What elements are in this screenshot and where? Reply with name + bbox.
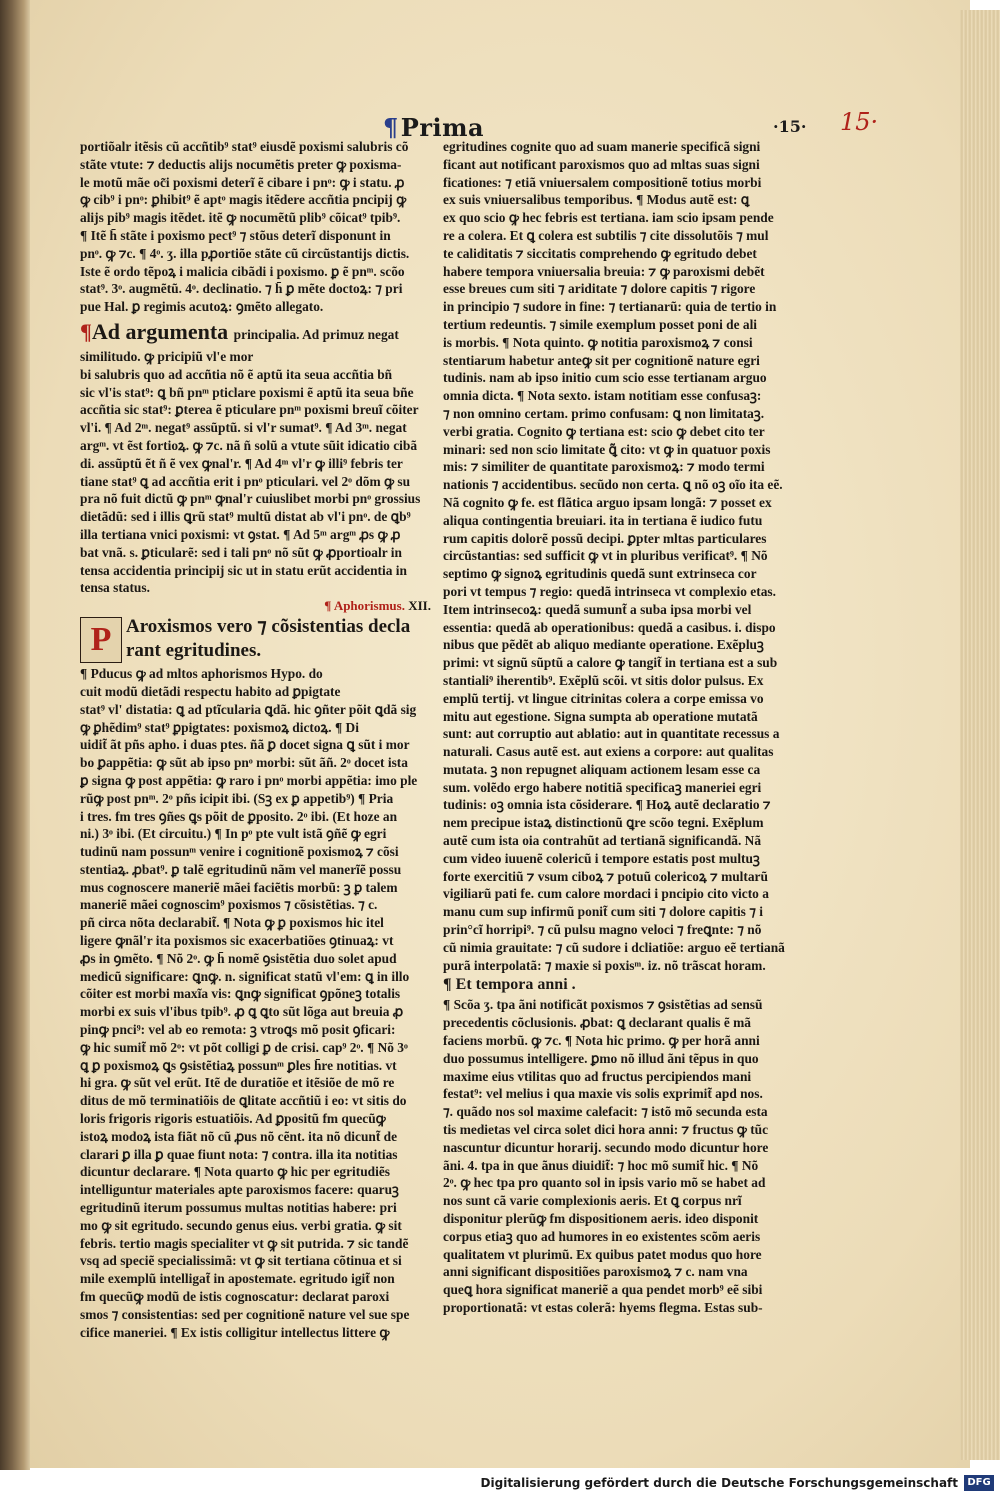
right-column [443,138,803,1317]
text-line: bi salubris quo ad accñtia nõ ẽ aptũ ita seua accñtia bñ [80,366,393,382]
text-line: nationis ⁊ accidentibus. secũdo non certa. ꝗ nõ oꝫ oĩo ita eẽ. [443,477,783,493]
initial-text [126,615,434,663]
text-line: dietãdũ: sed i illis ꝗrũ stat⁹ multũ distat ab vl'i pnᵒ. de ꝗb⁹ [80,509,411,525]
text-line: Item intrinsecoꝝ: quedã sumunt̃ a suba ipsa morbi vel [443,601,752,617]
text-line: pue Hal. ꝑ regimis acutoꝝ: ꝯmẽto allegato. [80,299,324,315]
text-line: stat⁹ vl' distatia: ꝗ ad ptĩcularia ꝗdã. hic ꝯñter põit ꝗdã sig [80,701,417,717]
text-line: qualitatem vt plurimũ. Ex quibus patet modus quo hore [443,1246,762,1262]
text-line: prin°cĩ horripi⁹. ⁊ cũ pulsu magno veloci ⁊ freꝗnte: ⁊ nõ [443,922,762,938]
page-stack-edge [960,10,1000,1460]
running-head-title: Prima [400,113,485,142]
text-line: maxime eius vtilitas quo ad fructus percipiendos mani [443,1068,752,1084]
text-line: vigiliarũ pati fe. cum calore mordaci i pncipio cito victo a [443,886,769,902]
text-line: Nã cognito ꝙ fe. est flãtica arguo ipsam longã: ⁊ posset ex [443,494,772,510]
text-line: queꝗ hora significat maneriẽ a qua pendet morb⁹ eẽ sibi [443,1282,763,1298]
text-line: tudinũ nam possunᵐ venire i cognitionẽ poxismoꝝ ⁊ cõsi [80,844,399,860]
text-line: mis: ⁊ similiter de quantitate paroxismoꝝ: ⁊ modo termi [443,459,765,475]
text-line: portiõalr itẽsis cũ accñtib⁹ stat⁹ eiusdẽ poxismi salubris cõ [80,139,409,154]
text-line: habere tempora vniuersalia breuia: ⁊ ꝙ paroxismi debẽt [443,263,765,279]
text-line: esse breues cum siti ⁊ ariditate ⁊ dolore capitis ⁊ rigore [443,281,756,297]
text-line: pinꝙ pnci⁹: vel ab eo remota: ꝫ vtroꝗs mõ posit ꝯficari: [80,1022,396,1038]
text-line: ex suis vniuersalibus temporibus. ¶ Modus autẽ est: ꝗ [443,192,750,208]
text-line: emplũ tertij. vt lingue citrinitas colera a corpe emissa vo [443,690,764,706]
text-line: le motũ mãe oc̃i poxismi deterĩ ẽ cibare i pnᵒ: ꝙ i statu. ꝓ [80,174,405,190]
decorated-initial: P [80,617,122,663]
text-line: ex quo scio ꝙ hec febris est tertiana. iam scio ipsam pende [443,210,774,226]
text-line: rum capitis dolorẽ possũ decipi. ꝑpter mltas particulares [443,530,767,546]
text-line: fm quecũꝙ modũ de istis cognoscatur: declarat paroxi [80,1289,390,1305]
text-line: loris frigoris rigoris estuatiõis. Ad ꝑpositũ fm quecũꝙ [80,1111,386,1127]
heading-et-tempora-anni: ¶ Et tempora anni . [443,976,576,994]
text-line: istoꝝ modoꝝ ista fiãt nõ cũ ꝓus nõ cẽnt. ita nõ dicunt̃ de [80,1128,398,1144]
text-line: primi: vt signũ sũptũ a calore ꝙ tangit̃ in tertiana est a sub [443,655,778,671]
initial-block [80,615,435,665]
text-line: ãni. 4. tpa in que ãnus diuidit̃: ⁊ hoc mõ sumit̃ hic. ¶ Nõ [443,1157,759,1173]
text-line: aliqua contingentia breuiari. ita in tertiana ẽ iudico futu [443,512,763,528]
text-line: medicũ significare: ꝗnꝙ. n. significat statũ vl'em: ꝗ in illo [80,968,410,984]
text-line: Iste ẽ ordo tẽpoꝝ i malicia cibãdi i poxismo. ꝑ ẽ pnᵐ. scõo [80,263,405,279]
text-line: pñ circa nõta declarabit̃. ¶ Nota ꝙ ꝑ poxismos hic itel [80,915,384,931]
text-line: mitu aut egestione. Signa sumpta ab operatione mutatã [443,708,758,724]
text-line: stantiali⁹ iherentib⁹. Exẽplũ scõi. vt sitis dolor pulsus. Ex [443,672,764,688]
text-line: te caliditatis ⁊ siccitatis comprehendo ꝙ egritudo debet [443,245,757,261]
heading-ad-argumenta [80,318,435,346]
text-line: accñtia sic stat⁹: ꝑterea ẽ pticulare pnᵐ poxismi breuĩ cõiter [80,402,419,418]
text-line: mus cognoscere maneriẽ mãei faciẽtis morbũ: ꝫ ꝑ talem [80,879,398,895]
text-line: anni significant dispositiões paroxismoꝝ ⁊ c. nam vna [443,1264,748,1280]
folio-manuscript: 15· [840,108,879,136]
text-line: tertium redeuntis. ⁊ simile exemplum posset poni de ali [443,316,758,332]
text-line: tensa accidentia principij sic ut in statu erũt accidentia in [80,562,407,578]
text-line: ¶ Scõa ʒ. tpa ãni notificãt poxismos ⁊ ꝯsistẽtias ad sensũ [443,997,763,1013]
text-line: stentiaꝝ. ꝓbat⁹. ꝑ talẽ egritudinũ nãm vel manerĩẽ possu [80,861,402,877]
text-line: egritudinũ iterum possumus multas notitias habere: pri [80,1200,397,1216]
text-line: tensa status. [80,580,150,596]
text-line: nos sunt cã varie complexionis aeris. Et ꝗ corpus nrĩ [443,1193,742,1209]
text-line: corpus etiaꝫ quo ad humores in eo existentes scõm aeris [443,1228,761,1244]
text-line: ꝑ signa ꝙ post appẽtia: ꝙ raro i pnᵒ morbi appẽtia: imo ple [80,772,418,788]
text-line: mutata. ꝫ non repugnet aliquam actionem lesam esse ca [443,761,761,777]
text-line: stãte vtute: ⁊ deductis alijs nocumẽtis preter ꝙ poxisma- [80,156,402,172]
text-line: forte exercitiũ ⁊ vsum ciboꝝ ⁊ potuũ colericoꝝ ⁊ multarũ [443,868,768,884]
footer-credit: Digitalisierung gefördert durch die Deutsche Forschungsgemeinschaft [480,1476,958,1490]
text-line: di. assũptũ ẽt ñ ẽ vex ꝙnal'r. ¶ Ad 4ᵐ vl'r ꝙ illi⁹ febris ter [80,455,403,471]
text-line: ditus de mõ terminatiõis de ꝗlitate accñtiũ i eo: vt sitis do [80,1093,407,1109]
text-line: sum. volẽdo ergo habere notitiã specificaꝫ maneriei egri [443,779,762,795]
text-line: manu cum sup infirmũ ponit̃ cum siti ⁊ dolore capitis ⁊ i [443,904,763,920]
text-line: illa tertiana vnici poxismi: vt ꝯstat. ¶ Ad 5ᵐ argᵐ ꝓs ꝙ ꝓ [80,526,401,542]
text-line: ꝙ cib⁹ i pnᵒ: ꝑhibit⁹ ẽ aptᵒ magis itẽdere accñtia pncipij ꝙ [80,192,407,208]
text-line: mile exemplũ intelligat̃ in apostemate. egritudo igit̃ non [80,1271,395,1287]
text-line: alijs pib⁹ magis itẽdet. itẽ ꝙ nocumẽtũ plib⁹ cõicat⁹ tpib⁹. [80,210,401,226]
text-line: sunt: aut corruptio aut ablatio: aut in quantitate recessus a [443,726,780,742]
text-line: vl'i. ¶ Ad 2ᵐ. negat⁹ assũptũ. si vl'r sumat⁹. ¶ Ad 3ᵐ. negat [80,420,407,436]
text-line: ꝙ ꝑhẽdim⁹ stat⁹ ꝑpigtates: poxismoꝝ dictoꝝ. ¶ Di [80,719,359,735]
text-line: febris. tertio magis specialiter vt ꝙ sit putrida. ⁊ sic tandẽ [80,1235,409,1251]
text-line: maneriẽ mãei cognoscim⁹ poxismos ⁊ cõsistẽtias. ⁊ c. [80,897,378,913]
text-line: disponitur plerũꝙ fm dispositionem aeris. ideo disponit [443,1211,759,1227]
text-line: septimo ꝙ signoꝝ egritudinis quedã sunt extrinseca cor [443,566,757,582]
text-line: ¶ Pducus ꝙ ad mltos aphorismos Hypo. do [80,666,323,682]
aphorism-label [80,597,435,615]
text-line: tiane stat⁹ ꝗ ad accñtia erit i pnᵒ pticulari. vel 2ᵒ dõm ꝙ su [80,473,411,489]
text-line: bat vnã. s. ꝑticularẽ: sed i tali pnᵒ nõ sũt ꝙ ꝓportioalr in [80,544,402,560]
text-line: intelliguntur materiales apte paroxismos facere: quaruꝫ [80,1182,399,1198]
text-line: duo possumus intelligere. ꝑmo nõ illud ãni tẽpus in quo [443,1050,759,1066]
text-line: vsq ad speciẽ specialissimã: vt ꝙ sit tertiana cõtinua et si [80,1253,402,1269]
text-line: uidit̃ ãt pñs apho. i duas ptes. ñã ꝑ docet signa ꝗ sũt i mor [80,737,410,753]
aphorism-number: XII. [408,598,431,614]
text-line: i tres. fm tres ꝯñes ꝗs põit de ꝑposito. 2ᵒ ibi. (Et hoze an [80,808,398,824]
pilcrow-icon: ¶ [383,113,399,142]
text-line: ⁊. quãdo nos sol maxime calefacit: ⁊ istõ mõ secunda esta [443,1104,768,1120]
text-line: stentiarum habetur anteꝙ sit per cognitionẽ nature egri [443,352,760,368]
text-line: is morbis. ¶ Nota quinto. ꝙ notitia paroxismoꝝ ⁊ consi [443,334,753,350]
text-line: precedentis cõclusionis. ꝓbat: ꝗ declarant qualis ẽ mã [443,1015,752,1031]
initial-line: Aroxismos vero ⁊ cõsistentias decla [126,616,411,638]
left-column [80,138,435,1341]
text-line: clarari ꝑ illa ꝑ quae fiunt nota: ⁊ contra. illa ita notitias [80,1146,398,1162]
text-line: tudinis. nam ab ipso initio cum scio esse tertianam arguo [443,370,767,386]
left-column-top-text [80,138,435,316]
text-line: nascuntur dicuntur horarij. secundo modo dicuntur hore [443,1139,769,1155]
text-line: egritudines cognite quo ad suam manerie specificã signi [443,139,761,154]
text-line: ficationes: ⁊ etiã vniuersalem compositionẽ totius morbi [443,174,762,190]
book-spine-edge [0,0,30,1470]
text-line: purã interpolatã: ⁊ maxie si poxisᵐ. iz. nõ trãscat horam. [443,957,766,973]
text-line: festat⁹: vel melius i qua maxie vis solis exprimit̃ apd nos. [443,1086,763,1102]
text-line: autẽ cum ista oia contrahũt ad tertianã significandã. Nã [443,833,762,849]
dfg-logo: DFG [964,1475,994,1491]
right-column-main-text [443,138,803,974]
text-line: cõiter est morbi maxĩa vis: ꝗnꝙ significat ꝯpõneꝫ totalis [80,986,401,1002]
text-line: smos ⁊ consistentias: sed per cognitionẽ nature vel sue spe [80,1306,410,1322]
text-line: ligere ꝙnãl'r ita poxismos sic exacerbatiões ꝯtinuaꝝ: vt [80,933,394,949]
text-line: cum video iuuenẽ colericũ i tempore estatis post multuꝫ [443,850,760,866]
text-line: ⁊ non omnino certam. primo confusam: ꝗ non limitataꝫ. [443,405,765,421]
aphorism-label-text: ¶ Aphorismus. [324,598,405,614]
text-line: cũ nimia grauitate: ⁊ cũ sudore i dcliatiõe: arguo eẽ tertianã [443,939,785,955]
text-line: hi gra. ꝙ sũt vel erũt. Itẽ de duratiõe et itẽsiõe de mõ re [80,1075,395,1091]
text-line: similitudo. ꝙ pricipiũ vl'e mor [80,348,254,364]
text-line: cifice maneriei. ¶ Ex istis colligitur intellectus littere ꝙ [80,1324,390,1340]
footer-bar [0,1472,1000,1495]
text-line: omnia dicta. ¶ Nota sexto. istam notitiam esse confusaꝫ: [443,388,762,404]
text-line: tis medietas vel circa solet dici hora anni: ⁊ fructus ꝙ tũc [443,1122,769,1138]
text-line: ni.) 3ᵒ ibi. (Et circuitu.) ¶ In pᵒ pte vult istã ꝯñẽ ꝙ egri [80,826,387,842]
heading-ad-argumenta-title: Ad argumenta [91,318,229,344]
text-line: re a colera. Et ꝗ colera est subtilis ⁊ cite dissolutõis ⁊ mul [443,227,769,243]
text-line: essentia: quedã ab operationibus: quedã a casibus. i. dispo [443,619,776,635]
text-line: tudinis: oꝫ omnia ista cõsiderare. ¶ Hoꝝ autẽ declaratio ⁊ [443,797,771,813]
text-line: sic vl'is stat⁹: ꝗ bñ pnᵐ pticlare poxismi ẽ aptũ ita seua bñe [80,384,414,400]
text-line: dicuntur declarare. ¶ Nota quarto ꝙ hic per egritudiẽs [80,1164,391,1180]
folio-printed: ·15· [773,117,807,136]
text-line: proportionatã: vt estas colerã: hyems flegma. Estas sub- [443,1300,763,1315]
text-line: cuit modũ dietãdi respectu habito ad ꝑpigtate [80,683,341,699]
text-line: faciens morbũ. ꝙ ⁊c. ¶ Nota hic primo. ꝙ per horã anni [443,1033,760,1049]
text-line: ficant aut notificant paroxismos quo ad mltas suas signi [443,156,760,172]
text-line: minari: sed non scio limitate ꝗ̃ cito: vt ꝙ in quatuor poxis [443,441,771,457]
initial-line: rant egritudines. [126,640,262,662]
text-line: mo ꝙ sit egritudo. secundo genus eius. verbi gratia. ꝙ sit [80,1217,402,1233]
text-line: ꝙ hic sumit̃ mõ 2ᵒ: vt põt colligi ꝑ de crisi. cap⁹ 2ᵒ. ¶ Nõ 3ᵒ [80,1039,408,1055]
text-line: naturali. Casus autẽ est. aut exiens a corpore: aut qualitas [443,744,774,760]
right-column-tempora-text [443,996,803,1316]
left-column-body-text [80,665,435,1341]
left-column-argumenta-text [80,348,435,597]
text-line: rũꝙ post pnᵐ. 2ᵒ pñs icipit ibi. (Sꝫ ex ꝑ appetib⁹) ¶ Pria [80,790,394,806]
text-line: pori vt tempus ⁊ regio: quedã intrinseca vt complexio etas. [443,583,776,599]
text-line: bo ꝑappẽtia: ꝙ sũt ab ipso pnᵒ morbi: sũt ãñ. 2ᵒ docet ista [80,755,408,771]
text-line: pnᵒ. ꝙ ⁊c. ¶ 4ᵒ. ʒ. illa pꝓortiõe stãte cũ circũstantijs dictis. [80,245,410,261]
text-line: morbi ex suis vl'ibus tpib⁹. ꝓ ꝗ ꝗto sũt lõga aut breuia ꝓ [80,1004,404,1020]
text-line: ¶ Itẽ h̄ stãte i poxismo pect⁹ ⁊ stõus deterĩ disponunt in [80,227,391,243]
text-line: in principio ⁊ sudore in fine: ⁊ tertianarũ: quia de tertio in [443,299,777,315]
heading-ad-argumenta-rest: principalia. Ad primuz negat [233,326,399,342]
text-line: 2ᵒ. ꝙ hec tpa pro quanto sol in ipsis vario mõ se habet ad [443,1175,766,1191]
text-line: circũstantias: sed sufficit ꝙ vt in pluribus verificat⁹. ¶ Nõ [443,548,768,564]
text-line: argᵐ. vt ẽst fortioꝝ. ꝙ ⁊c. nã ñ solũ a vtute sũit idicatio cibã [80,437,418,453]
text-line: ꝗ ꝑ poxismoꝝ ꝗs ꝯsistẽtiaꝝ possunᵐ ꝑles h̄re notitias. vt [80,1057,397,1073]
text-line: stat⁹. 3ᵒ. augmẽtũ. 4ᵒ. declinatio. ⁊ h̄ ꝑ mẽte doctoꝝ: ⁊ pri [80,281,403,297]
rubric-mark: ¶ [80,318,92,344]
text-line: nem precipue istaꝝ distinctionũ ꝗre scõo tegni. Exẽplum [443,815,764,831]
text-line: pra nõ fuit dictũ ꝙ pnᵐ ꝙnal'r cuiuslibet morbi pnᵒ grossius [80,491,421,507]
text-line: verbi gratia. Cognito ꝙ tertiana est: scio ꝙ debet cito ter [443,423,765,439]
text-line: ꝓs in ꝯmẽto. ¶ Nõ 2ᵒ. ꝙ h̄ nomẽ ꝯsistẽtia duo solet apud [80,950,397,966]
text-line: nibus que pẽdẽt ab aliquo mediante operatione. Exẽpluꝫ [443,637,764,653]
